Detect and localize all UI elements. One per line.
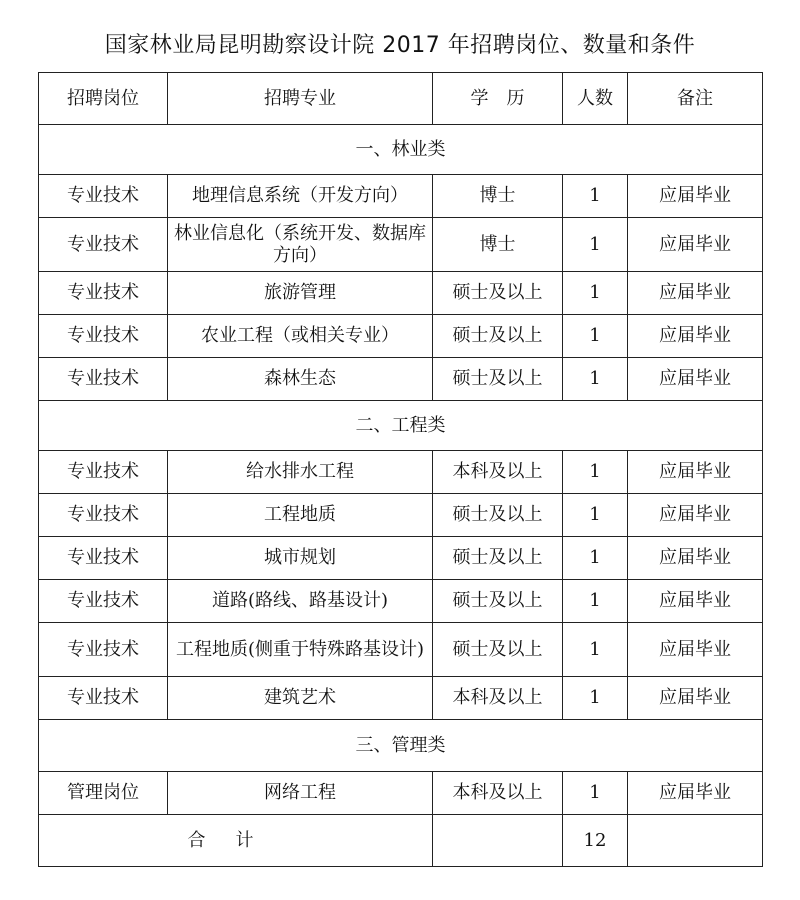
- cell-count: 1: [563, 315, 628, 358]
- cell-major: 工程地质: [168, 494, 433, 537]
- cell-count: 1: [563, 580, 628, 623]
- cell-count: 1: [563, 537, 628, 580]
- cell-remark: 应届毕业: [628, 772, 763, 815]
- cell-remark: 应届毕业: [628, 315, 763, 358]
- table-row: [39, 218, 763, 272]
- section-heading: 一、林业类: [39, 125, 763, 175]
- cell-education: 硕士及以上: [433, 580, 563, 623]
- cell-remark: 应届毕业: [628, 623, 763, 677]
- cell-major: 工程地质(侧重于特殊路基设计): [168, 623, 433, 677]
- table-row: [39, 677, 763, 720]
- cell-education: 硕士及以上: [433, 315, 563, 358]
- cell-position: 专业技术: [39, 272, 168, 315]
- section-heading-row: [39, 401, 763, 451]
- section-heading-row: [39, 720, 763, 772]
- header-position: 招聘岗位: [39, 73, 168, 125]
- cell-remark: 应届毕业: [628, 358, 763, 401]
- cell-major: 给水排水工程: [168, 451, 433, 494]
- table-row: [39, 358, 763, 401]
- table-row: [39, 537, 763, 580]
- cell-count: 1: [563, 623, 628, 677]
- cell-major: 网络工程: [168, 772, 433, 815]
- cell-major: 林业信息化（系统开发、数据库方向）: [168, 218, 433, 272]
- cell-major: 旅游管理: [168, 272, 433, 315]
- cell-remark: 应届毕业: [628, 677, 763, 720]
- cell-count: 1: [563, 358, 628, 401]
- cell-position: 专业技术: [39, 315, 168, 358]
- cell-education: 硕士及以上: [433, 494, 563, 537]
- table-row: [39, 772, 763, 815]
- table-row: [39, 272, 763, 315]
- table-row: [39, 494, 763, 537]
- cell-position: 专业技术: [39, 218, 168, 272]
- cell-count: 1: [563, 451, 628, 494]
- total-count: 12: [563, 815, 628, 867]
- cell-count: 1: [563, 677, 628, 720]
- cell-major: 建筑艺术: [168, 677, 433, 720]
- cell-position: 专业技术: [39, 623, 168, 677]
- cell-position: 专业技术: [39, 358, 168, 401]
- header-major: 招聘专业: [168, 73, 433, 125]
- cell-count: 1: [563, 494, 628, 537]
- total-row: [39, 815, 763, 867]
- total-empty-cell: [433, 815, 563, 867]
- cell-major: 地理信息系统（开发方向）: [168, 175, 433, 218]
- cell-education: 硕士及以上: [433, 623, 563, 677]
- header-remark: 备注: [628, 73, 763, 125]
- cell-remark: 应届毕业: [628, 451, 763, 494]
- cell-education: 本科及以上: [433, 772, 563, 815]
- header-row: [39, 73, 763, 125]
- total-label: 合计: [39, 815, 433, 867]
- total-empty-cell: [628, 815, 763, 867]
- cell-education: 本科及以上: [433, 677, 563, 720]
- page-title: 国家林业局昆明勘察设计院 2017 年招聘岗位、数量和条件: [104, 33, 696, 58]
- cell-remark: 应届毕业: [628, 580, 763, 623]
- table-row: [39, 623, 763, 677]
- cell-major: 森林生态: [168, 358, 433, 401]
- cell-position: 专业技术: [39, 451, 168, 494]
- cell-position: 专业技术: [39, 677, 168, 720]
- header-count: 人数: [563, 73, 628, 125]
- cell-education: 博士: [433, 175, 563, 218]
- cell-position: 专业技术: [39, 494, 168, 537]
- table-row: [39, 175, 763, 218]
- header-education: 学 历: [433, 73, 563, 125]
- section-heading-row: [39, 125, 763, 175]
- cell-remark: 应届毕业: [628, 272, 763, 315]
- cell-education: 博士: [433, 218, 563, 272]
- cell-major: 城市规划: [168, 537, 433, 580]
- cell-count: 1: [563, 175, 628, 218]
- cell-count: 1: [563, 218, 628, 272]
- cell-remark: 应届毕业: [628, 218, 763, 272]
- cell-position: 管理岗位: [39, 772, 168, 815]
- table-row: [39, 451, 763, 494]
- cell-major: 农业工程（或相关专业）: [168, 315, 433, 358]
- cell-major: 道路(路线、路基设计): [168, 580, 433, 623]
- cell-remark: 应届毕业: [628, 494, 763, 537]
- cell-remark: 应届毕业: [628, 537, 763, 580]
- cell-count: 1: [563, 272, 628, 315]
- cell-education: 本科及以上: [433, 451, 563, 494]
- cell-education: 硕士及以上: [433, 272, 563, 315]
- cell-remark: 应届毕业: [628, 175, 763, 218]
- table-row: [39, 315, 763, 358]
- cell-position: 专业技术: [39, 175, 168, 218]
- cell-position: 专业技术: [39, 537, 168, 580]
- table-row: [39, 580, 763, 623]
- cell-count: 1: [563, 772, 628, 815]
- section-heading: 三、管理类: [39, 720, 763, 772]
- section-heading: 二、工程类: [39, 401, 763, 451]
- cell-position: 专业技术: [39, 580, 168, 623]
- recruitment-table: [38, 72, 763, 867]
- cell-education: 硕士及以上: [433, 537, 563, 580]
- cell-education: 硕士及以上: [433, 358, 563, 401]
